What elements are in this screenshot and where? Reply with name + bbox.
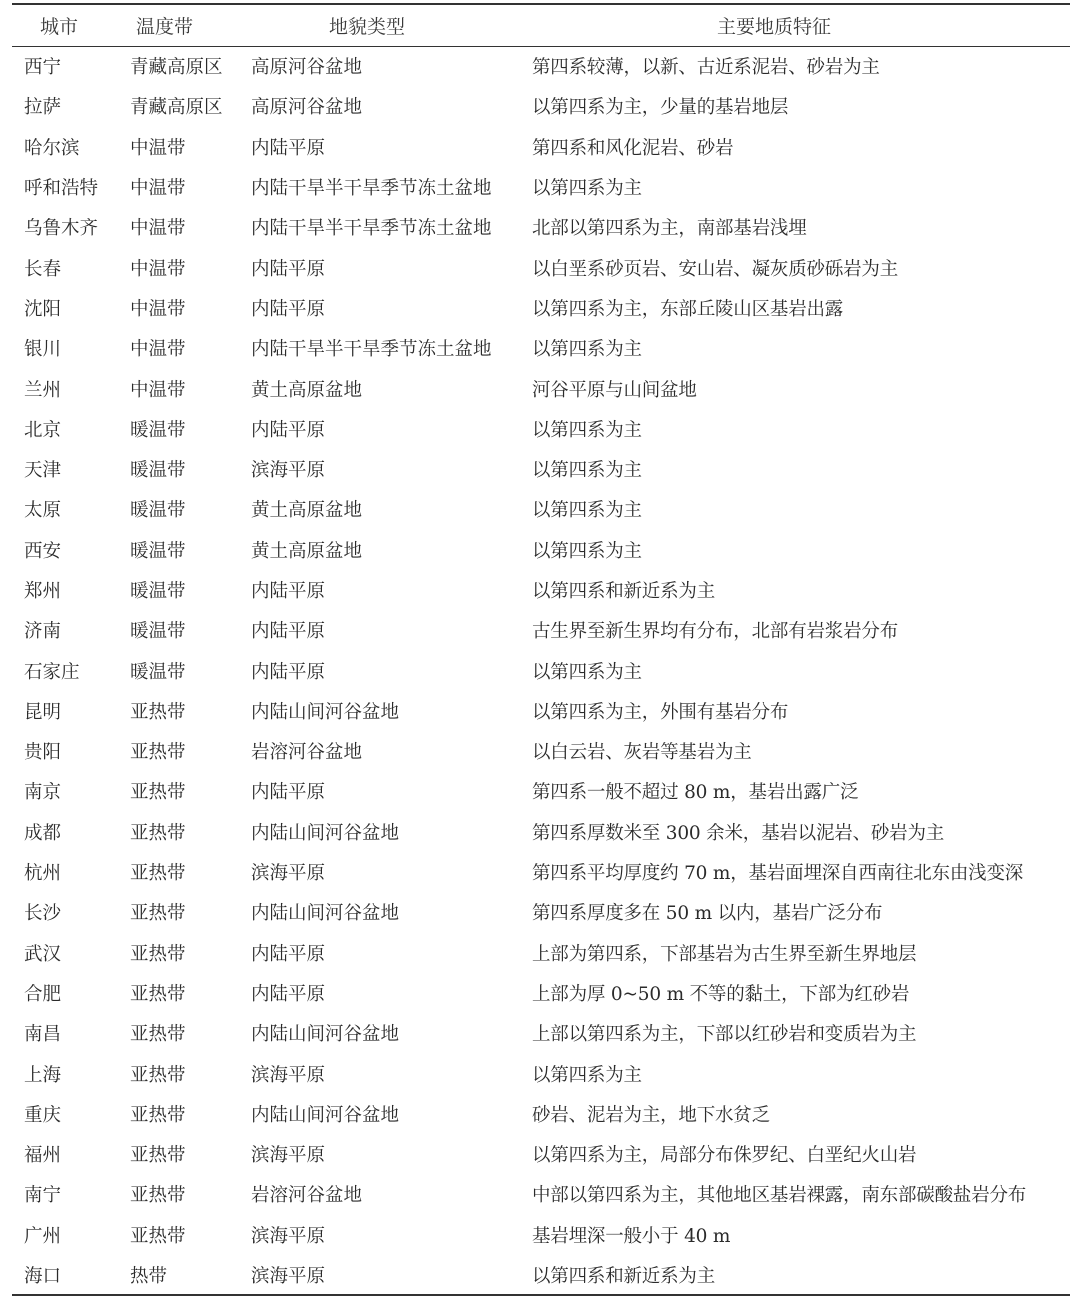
table-container xyxy=(12,3,1070,1296)
table-row xyxy=(12,1134,1070,1174)
header-landform: 地貌类型 xyxy=(243,4,522,46)
cell-geology: 以白垩系砂页岩、安山岩、凝灰质砂砾岩为主 xyxy=(532,258,899,280)
cell-city: 上海 xyxy=(24,1064,62,1086)
table-row xyxy=(12,530,1070,570)
table-row xyxy=(12,449,1070,489)
cell-geology: 北部以第四系为主，南部基岩浅埋 xyxy=(532,218,807,240)
cell-geology: 以第四系和新近系为主 xyxy=(532,581,716,602)
cell-city: 贵阳 xyxy=(24,742,62,764)
cell-temperature-zone: 亚热带 xyxy=(130,1185,186,1207)
cell-landform: 内陆干旱半干旱季节冻土盆地 xyxy=(251,218,492,240)
cell-landform: 岩溶河谷盆地 xyxy=(251,1185,363,1207)
cell-landform: 内陆平原 xyxy=(251,943,326,965)
table-row xyxy=(12,1013,1070,1053)
cell-geology: 上部以第四系为主，下部以红砂岩和变质岩为主 xyxy=(532,1024,917,1046)
cell-landform: 滨海平原 xyxy=(251,863,326,885)
cell-geology: 以第四系为主 xyxy=(532,178,642,200)
cell-geology: 第四系厚数米至 300 余米，基岩以泥岩、砂岩为主 xyxy=(532,822,945,844)
cell-city: 太原 xyxy=(24,500,62,522)
cell-city: 哈尔滨 xyxy=(24,137,80,159)
cell-temperature-zone: 亚热带 xyxy=(130,1064,186,1086)
cell-city: 长春 xyxy=(24,258,62,280)
cell-geology: 第四系平均厚度约 70 m，基岩面埋深自西南往北东由浅变深 xyxy=(532,863,1024,885)
table-row xyxy=(12,852,1070,892)
cell-landform: 内陆平原 xyxy=(251,581,326,602)
cell-temperature-zone: 暖温带 xyxy=(130,419,186,441)
cell-temperature-zone: 亚热带 xyxy=(130,903,186,925)
cell-geology: 以第四系为主 xyxy=(532,540,642,562)
table-row xyxy=(12,328,1070,368)
table-row xyxy=(12,1053,1070,1093)
cell-geology: 以白云岩、灰岩等基岩为主 xyxy=(532,742,752,764)
cell-temperature-zone: 中温带 xyxy=(130,379,186,401)
cell-temperature-zone: 亚热带 xyxy=(130,742,186,764)
cell-city: 武汉 xyxy=(24,943,62,965)
cell-city: 杭州 xyxy=(24,863,62,885)
table-row xyxy=(12,1255,1070,1295)
cell-landform: 滨海平原 xyxy=(251,1225,326,1247)
cell-geology: 以第四系为主，东部丘陵山区基岩出露 xyxy=(532,298,844,320)
cell-geology: 河谷平原与山间盆地 xyxy=(532,379,697,401)
cell-landform: 滨海平原 xyxy=(251,460,326,482)
cell-temperature-zone: 中温带 xyxy=(130,258,186,280)
cell-city: 乌鲁木齐 xyxy=(24,218,99,240)
table-row xyxy=(12,1215,1070,1255)
cell-city: 南京 xyxy=(24,782,62,804)
cell-landform: 高原河谷盆地 xyxy=(251,57,363,79)
table-row xyxy=(12,46,1070,86)
cell-landform: 岩溶河谷盆地 xyxy=(251,742,363,764)
cell-geology: 中部以第四系为主，其他地区基岩裸露，南东部碳酸盐岩分布 xyxy=(532,1185,1027,1207)
cell-temperature-zone: 亚热带 xyxy=(130,983,186,1005)
cell-landform: 内陆山间河谷盆地 xyxy=(251,903,400,925)
table-row xyxy=(12,650,1070,690)
table-row xyxy=(12,691,1070,731)
cell-city: 合肥 xyxy=(24,983,62,1005)
cell-landform: 内陆山间河谷盆地 xyxy=(251,1104,400,1126)
cell-temperature-zone: 暖温带 xyxy=(130,661,186,683)
cell-landform: 内陆平原 xyxy=(251,137,326,159)
cell-temperature-zone: 亚热带 xyxy=(130,863,186,885)
cell-city: 沈阳 xyxy=(24,298,62,320)
cell-temperature-zone: 暖温带 xyxy=(130,621,186,643)
cell-landform: 内陆平原 xyxy=(251,782,326,804)
cell-temperature-zone: 青藏高原区 xyxy=(130,57,223,79)
cell-city: 呼和浩特 xyxy=(24,178,99,200)
cell-landform: 内陆平原 xyxy=(251,258,326,280)
cell-landform: 黄土高原盆地 xyxy=(251,500,363,522)
cell-city: 天津 xyxy=(24,460,62,482)
cell-geology: 第四系厚度多在 50 m 以内，基岩广泛分布 xyxy=(532,903,883,925)
cell-city: 石家庄 xyxy=(24,661,80,683)
table-row xyxy=(12,973,1070,1013)
cell-landform: 内陆山间河谷盆地 xyxy=(251,701,400,723)
cell-temperature-zone: 亚热带 xyxy=(130,1225,186,1247)
cell-landform: 黄土高原盆地 xyxy=(251,379,363,401)
cell-temperature-zone: 亚热带 xyxy=(130,782,186,804)
table-row xyxy=(12,731,1070,771)
table-row xyxy=(12,1174,1070,1214)
cell-city: 西宁 xyxy=(24,57,62,79)
cell-geology: 上部为厚 0~50 m 不等的黏土，下部为红砂岩 xyxy=(532,983,910,1005)
cell-temperature-zone: 热带 xyxy=(118,1255,243,1295)
cell-temperature-zone: 中温带 xyxy=(130,137,186,159)
cell-temperature-zone: 暖温带 xyxy=(130,581,186,602)
cell-city: 西安 xyxy=(24,540,62,562)
cell-geology: 以第四系为主 xyxy=(532,460,642,482)
cell-landform: 高原河谷盆地 xyxy=(251,97,363,119)
cell-city: 海口 xyxy=(12,1255,118,1295)
cell-city: 长沙 xyxy=(24,903,62,925)
cell-landform: 内陆干旱半干旱季节冻土盆地 xyxy=(251,178,492,200)
cell-geology: 以第四系和新近系为主 xyxy=(522,1255,1070,1295)
table-row xyxy=(12,489,1070,529)
cell-landform: 滨海平原 xyxy=(251,1064,326,1086)
cell-landform: 内陆平原 xyxy=(251,621,326,643)
table-row xyxy=(12,207,1070,247)
cell-city: 广州 xyxy=(24,1225,62,1247)
table-row xyxy=(12,247,1070,287)
table-row xyxy=(12,368,1070,408)
header-city: 城市 xyxy=(12,4,118,46)
cell-temperature-zone: 中温带 xyxy=(130,339,186,361)
cell-landform: 内陆山间河谷盆地 xyxy=(251,1024,400,1046)
cell-city: 南昌 xyxy=(24,1024,62,1046)
table-row xyxy=(12,288,1070,328)
cell-landform: 内陆平原 xyxy=(251,983,326,1005)
cell-geology: 第四系和风化泥岩、砂岩 xyxy=(532,137,734,159)
cell-temperature-zone: 暖温带 xyxy=(130,460,186,482)
cell-landform: 内陆平原 xyxy=(251,661,326,683)
cell-temperature-zone: 亚热带 xyxy=(130,1145,186,1167)
table-header xyxy=(12,4,1070,46)
cell-geology: 以第四系为主 xyxy=(532,339,642,361)
cell-geology: 以第四系为主 xyxy=(532,419,642,441)
cell-city: 昆明 xyxy=(24,701,62,723)
cell-geology: 基岩埋深一般小于 40 m xyxy=(532,1225,731,1247)
cell-landform: 内陆山间河谷盆地 xyxy=(251,822,400,844)
cell-city: 成都 xyxy=(24,822,62,844)
cell-geology: 以第四系为主，少量的基岩地层 xyxy=(532,97,789,119)
table-row xyxy=(12,933,1070,973)
cell-landform: 内陆平原 xyxy=(251,298,326,320)
city-geology-table xyxy=(12,3,1070,1296)
header-geology: 主要地质特征 xyxy=(522,4,1070,46)
cell-geology: 以第四系为主 xyxy=(532,500,642,522)
header-row xyxy=(12,4,1070,46)
cell-temperature-zone: 亚热带 xyxy=(130,1024,186,1046)
cell-city: 重庆 xyxy=(24,1104,62,1126)
table-row xyxy=(12,167,1070,207)
cell-geology: 古生界至新生界均有分布，北部有岩浆岩分布 xyxy=(532,621,899,643)
cell-geology: 第四系较薄，以新、古近系泥岩、砂岩为主 xyxy=(532,57,880,79)
cell-landform: 内陆干旱半干旱季节冻土盆地 xyxy=(251,339,492,361)
cell-landform: 黄土高原盆地 xyxy=(251,540,363,562)
header-temperature-zone: 温度带 xyxy=(118,4,243,46)
table-row xyxy=(12,409,1070,449)
cell-geology: 第四系一般不超过 80 m，基岩出露广泛 xyxy=(532,782,859,804)
table-row xyxy=(12,1094,1070,1134)
cell-temperature-zone: 暖温带 xyxy=(130,540,186,562)
cell-landform: 滨海平原 xyxy=(243,1255,522,1295)
cell-city: 兰州 xyxy=(24,379,62,401)
table-row xyxy=(12,86,1070,126)
table-row xyxy=(12,771,1070,811)
cell-city: 福州 xyxy=(24,1145,62,1167)
cell-temperature-zone: 中温带 xyxy=(130,218,186,240)
cell-city: 南宁 xyxy=(24,1185,62,1207)
cell-temperature-zone: 亚热带 xyxy=(130,701,186,723)
cell-city: 北京 xyxy=(24,419,62,441)
cell-city: 拉萨 xyxy=(24,97,62,119)
table-row xyxy=(12,127,1070,167)
cell-temperature-zone: 亚热带 xyxy=(130,943,186,965)
cell-city: 银川 xyxy=(24,339,62,361)
cell-geology: 砂岩、泥岩为主，地下水贫乏 xyxy=(532,1104,770,1126)
cell-geology: 以第四系为主 xyxy=(532,661,642,683)
cell-temperature-zone: 亚热带 xyxy=(130,1104,186,1126)
table-row xyxy=(12,570,1070,610)
cell-city: 济南 xyxy=(24,621,62,643)
cell-geology: 上部为第四系，下部基岩为古生界至新生界地层 xyxy=(532,943,917,965)
cell-temperature-zone: 中温带 xyxy=(130,178,186,200)
cell-geology: 以第四系为主，局部分布侏罗纪、白垩纪火山岩 xyxy=(532,1145,917,1167)
cell-temperature-zone: 中温带 xyxy=(130,298,186,320)
table-body xyxy=(12,46,1070,1295)
cell-temperature-zone: 亚热带 xyxy=(130,822,186,844)
table-row xyxy=(12,812,1070,852)
table-row xyxy=(12,892,1070,932)
table-row xyxy=(12,610,1070,650)
cell-landform: 滨海平原 xyxy=(251,1145,326,1167)
cell-temperature-zone: 青藏高原区 xyxy=(130,97,223,119)
cell-temperature-zone: 暖温带 xyxy=(130,500,186,522)
cell-geology: 以第四系为主 xyxy=(532,1064,642,1086)
cell-city: 郑州 xyxy=(24,581,62,602)
cell-geology: 以第四系为主，外围有基岩分布 xyxy=(532,701,789,723)
cell-landform: 内陆平原 xyxy=(251,419,326,441)
